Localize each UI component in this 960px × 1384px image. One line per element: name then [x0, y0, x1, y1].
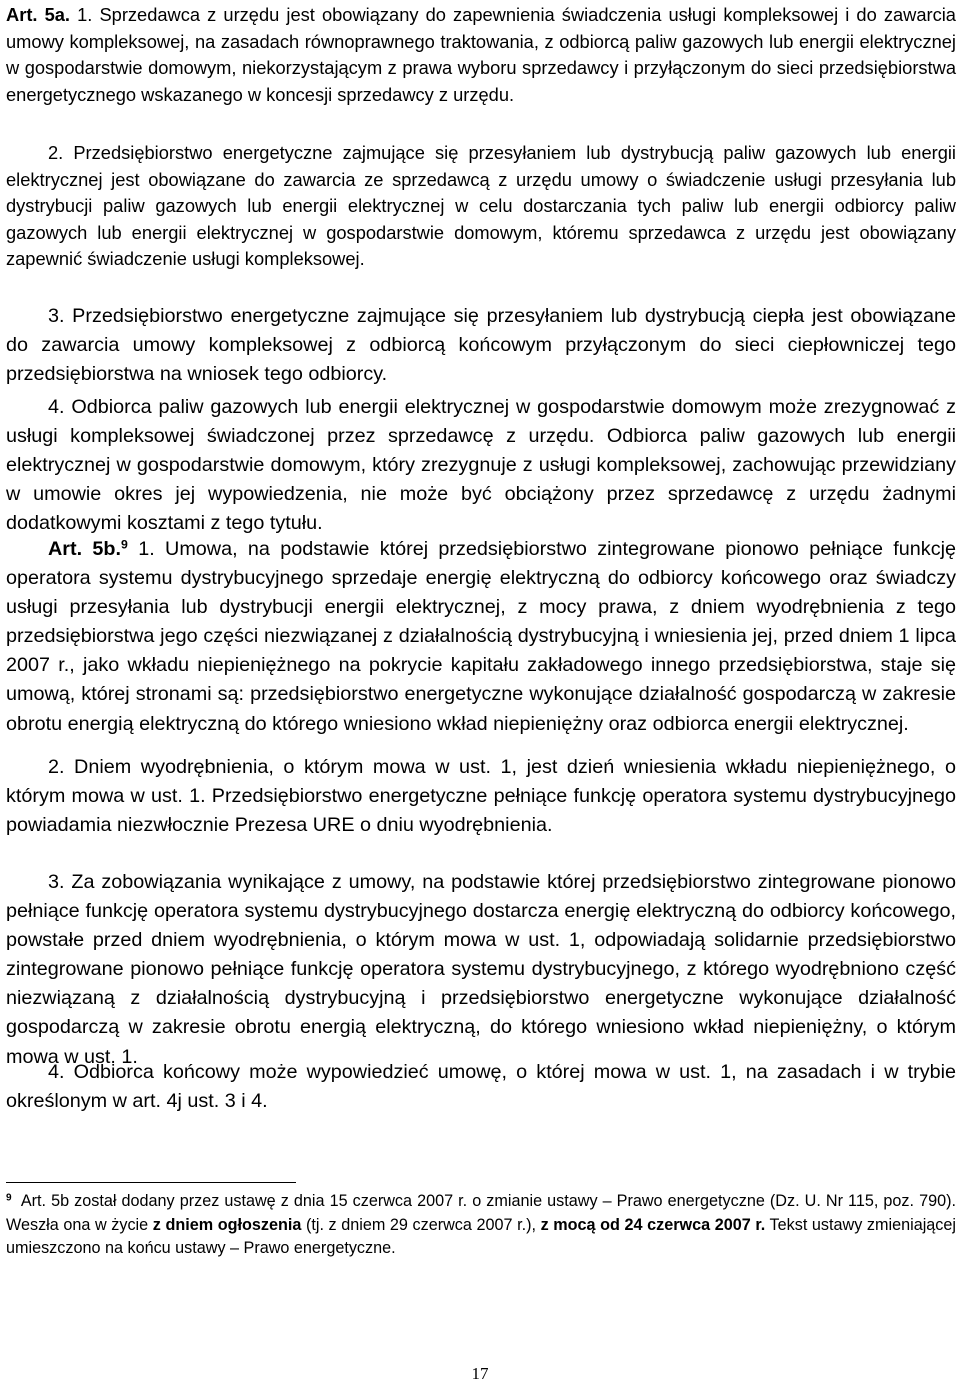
art5a-paragraph-1: [6, 2, 956, 108]
art5b-paragraph-1: [6, 535, 956, 739]
page-number: 17: [471, 1364, 489, 1383]
art5a-paragraph-3: 3. Przedsiębiorstwo energetyczne zajmujące się przesyłaniem lub dystrybucją ciepła jest obowiązane do zawarcia umowy kompleksowej z odbiorcą końcowym przyłączonym do sieci ciepłowniczej tego przedsiębiorstwa na wniosek tego odbiorcy.: [6, 305, 956, 386]
footnote-number: 9: [6, 1192, 12, 1204]
art5a-label: Art. 5a.: [6, 4, 70, 25]
footnote-text-b: (tj. z dniem 29 czerwca 2007 r.),: [301, 1215, 541, 1234]
footnote-text-c: Tekst ustawy zmieniającej umieszczono na końcu ustawy – Prawo energetyczne.: [6, 1215, 956, 1257]
footnote-separator: [6, 1182, 296, 1183]
art5b-paragraph-2: 2. Dniem wyodrębnienia, o którym mowa w ust. 1, jest dzień wniesienia wkładu niepieniężnego, o którym mowa w ust. 1. Przedsiębiorstwo energetyczne pełniące funkcję operatora systemu dystrybucyjnego powiadamia niezwłocznie Prezesa URE o dniu wyodrębnienia.: [6, 756, 956, 837]
footnote-bold-b: z mocą od 24 czerwca 2007 r.: [540, 1215, 766, 1234]
art5a-paragraph-2: 2. Przedsiębiorstwo energetyczne zajmujące się przesyłaniem lub dystrybucją paliw gazowych lub energii elektrycznej jest obowiązane do zawarcia ze sprzedawcą z urzędu umowy o świadczenie usługi przesyłania lub dystrybucji paliw gazowych lub energii elektrycznej w celu dostarczania tych paliw lub energii odbiorcy paliw gazowych lub energii elektrycznej w gospodarstwie domowym, któremu sprzedawca z urzędu jest obowiązany zapewnić świadczenie usługi kompleksowej.: [6, 142, 956, 270]
art5b-label: Art. 5b.: [48, 538, 121, 560]
art5b-paragraph-4: 4. Odbiorca końcowy może wypowiedzieć umowę, o której mowa w ust. 1, na zasadach i w trybie określonym w art. 4j ust. 3 i 4.: [6, 1061, 956, 1113]
art5b-paragraph-3: 3. Za zobowiązania wynikające z umowy, na podstawie której przedsiębiorstwo zintegrowane pionowo pełniące funkcję operatora systemu dystrybucyjnego dostarcza energię elektryczną do odbiorcy końcowego, powstałe przed dniem wyodrębnienia, o którym mowa w ust. 1, odpowiadają solidarnie przedsiębiorstwo zintegrowane pionowo pełniące funkcję operatora systemu dystrybucyjnego, z którego wyodrębniono część niezwiązaną z działalnością dystrybucyjną i przedsiębiorstwo energetyczne wykonujące działalność gospodarczą w zakresie obrotu energią elektryczną, do którego wniesiono wkład niepieniężny, o którym mowa w ust. 1.: [6, 871, 956, 1068]
art5b-p1-text: 1. Umowa, na podstawie której przedsiębiorstwo zintegrowane pionowo pełniące funkcję operatora systemu dystrybucyjnego sprzedaje energię elektryczną do odbiorcy końcowego oraz świadczy usługi przesyłania lub dystrybucji energii elektrycznej, z mocy prawa, z dniem wyodrębnienia z tego przedsiębiorstwa jego części niezwiązanej z działalnością dystrybucyjną i wniesienia jej, przed dniem 1 lipca 2007 r., jako wkładu niepieniężnego na pokrycie kapitału zakładowego innego przedsiębiorstwa, staje się umową, której stronami są: przedsiębiorstwo energetyczne wykonujące działalność gospodarczą w zakresie obrotu energią elektryczną do którego wniesiono wkład niepieniężny oraz odbiorca energii elektrycznej.: [6, 538, 956, 735]
footnote: [6, 1190, 956, 1261]
footnote-bold-a: z dniem ogłoszenia: [152, 1215, 302, 1234]
art5a-p1-text: 1. Sprzedawca z urzędu jest obowiązany do zapewnienia świadczenia usługi kompleksowej i do zawarcia umowy kompleksowej, na zasadach równoprawnego traktowania, z odbiorcą paliw gazowych lub energii elektrycznej w gospodarstwie domowym, niekorzystającym z prawa wyboru sprzedawcy i przyłączonym do sieci przedsiębiorstwa energetycznego wskazanego w koncesji sprzedawcy z urzędu.: [6, 4, 956, 105]
footnote-text-a: Art. 5b został dodany przez ustawę z dnia 15 czerwca 2007 r. o zmianie ustawy – Prawo energetyczne (Dz. U. Nr 115, poz. 790). Weszła ona w życie: [6, 1192, 956, 1234]
art5b-footnote-ref: 9: [121, 537, 128, 552]
art5a-paragraph-4: 4. Odbiorca paliw gazowych lub energii elektrycznej w gospodarstwie domowym może zrezygnować z usługi kompleksowej świadczonej przez sprzedawcę z urzędu. Odbiorca paliw gazowych lub energii elektrycznej w gospodarstwie domowym, który zrezygnuje z usługi kompleksowej, zachowując przewidziany w umowie okres jej wypowiedzenia, nie może być obciążony przez sprzedawcę z urzędu żadnymi dodatkowymi kosztami z tego tytułu.: [6, 396, 956, 535]
